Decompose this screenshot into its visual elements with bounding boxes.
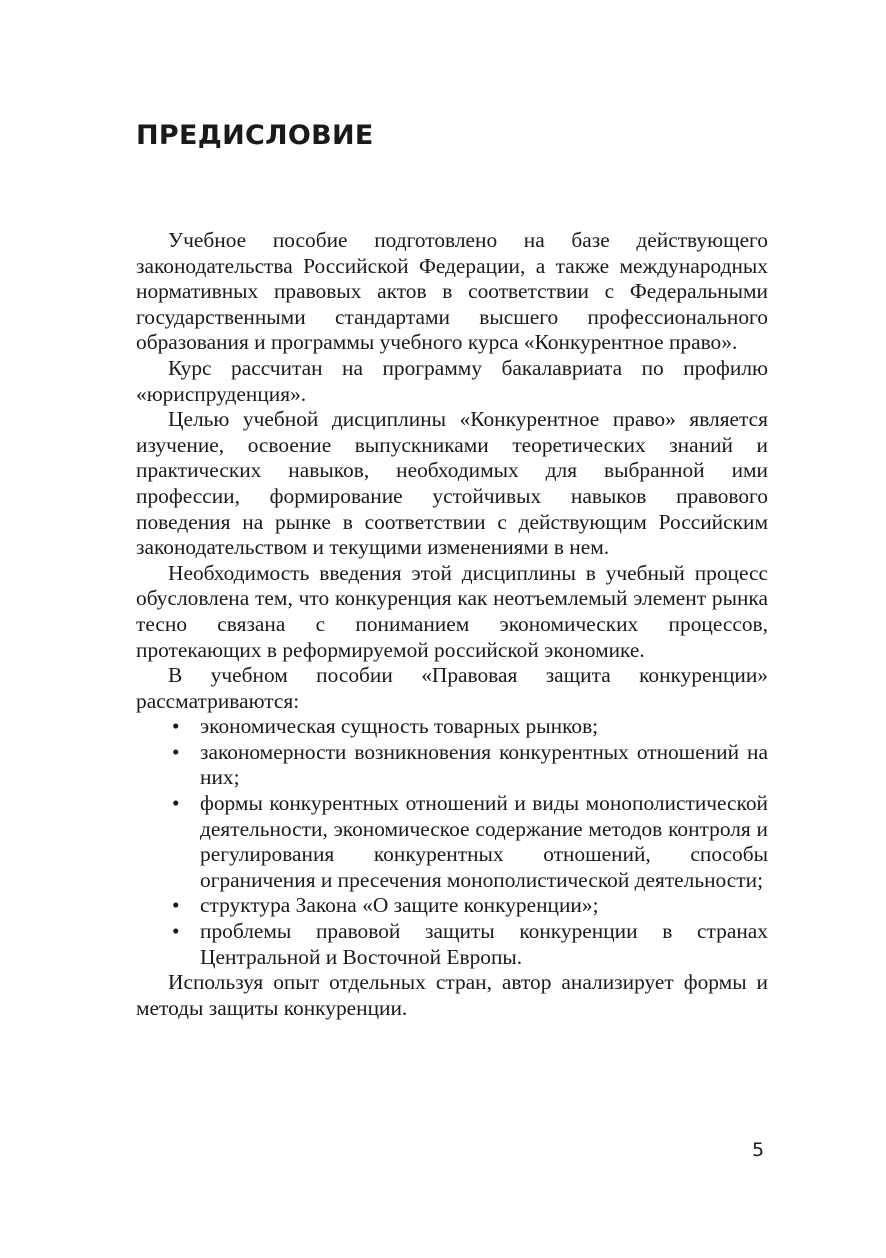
bullet-list [136,714,768,970]
paragraph-necessity: Необходимость введения этой дисциплины в учебный процесс обусловлена тем, что конкуренция как неотъемлемый элемент рынка тесно связана с пониманием экономических процессов, протекающих в реформируемой российской экономике. [136,560,768,662]
bullet-icon: • [172,714,180,739]
bullet-icon: • [172,791,180,816]
body-text [136,228,768,1021]
list-item [136,714,768,740]
list-item [136,893,768,919]
list-item [136,791,768,893]
paragraph-intro: Учебное пособие подготовлено на базе действующего законодательства Российской Федерации, а также международных нормативных правовых актов в соответствии с Федеральными государственными стандартами высшего профессионального образования и программы учебного курса «Конкурентное право». [136,228,768,355]
list-item [136,919,768,970]
list-item-text: формы конкурентных отношений и виды монополистической деятельности, экономическое содержание методов контроля и регулирования конкурентных отношений, способы ограничения и пресечения монополистической деятельности; [200,791,768,892]
paragraph-closing: Используя опыт отдельных стран, автор анализирует формы и методы защиты конкуренции. [136,970,768,1020]
bullet-icon: • [172,893,180,918]
bullet-icon: • [172,919,180,944]
bullet-icon: • [172,739,180,764]
list-item-text: закономерности возникновения конкурентных отношений на них; [200,739,768,790]
list-item-text: структура Закона «О защите конкуренции»; [200,893,599,918]
list-item-text: проблемы правовой защиты конкуренции в странах Центральной и Восточной Европы. [200,919,768,969]
paragraph-course: Курс рассчитан на программу бакалавриата по профилю «юриспруденция». [136,355,768,406]
paragraph-contents-intro: В учебном пособии «Правовая защита конкуренции» рассматриваются: [136,663,768,713]
page-number: 5 [752,1139,765,1161]
list-item-text: экономическая сущность товарных рынков; [200,714,599,739]
page-title: ПРЕДИСЛОВИЕ [136,120,374,151]
list-item [136,740,768,791]
paragraph-goal: Целью учебной дисциплины «Конкурентное право» является изучение, освоение выпускниками теоретических знаний и практических навыков, необходимых для выбранной ими профессии, формирование устойчивых навыков правового поведения на рынке в соответствии с действующим Российским законодательством и текущими изменениями в нем. [136,407,768,560]
